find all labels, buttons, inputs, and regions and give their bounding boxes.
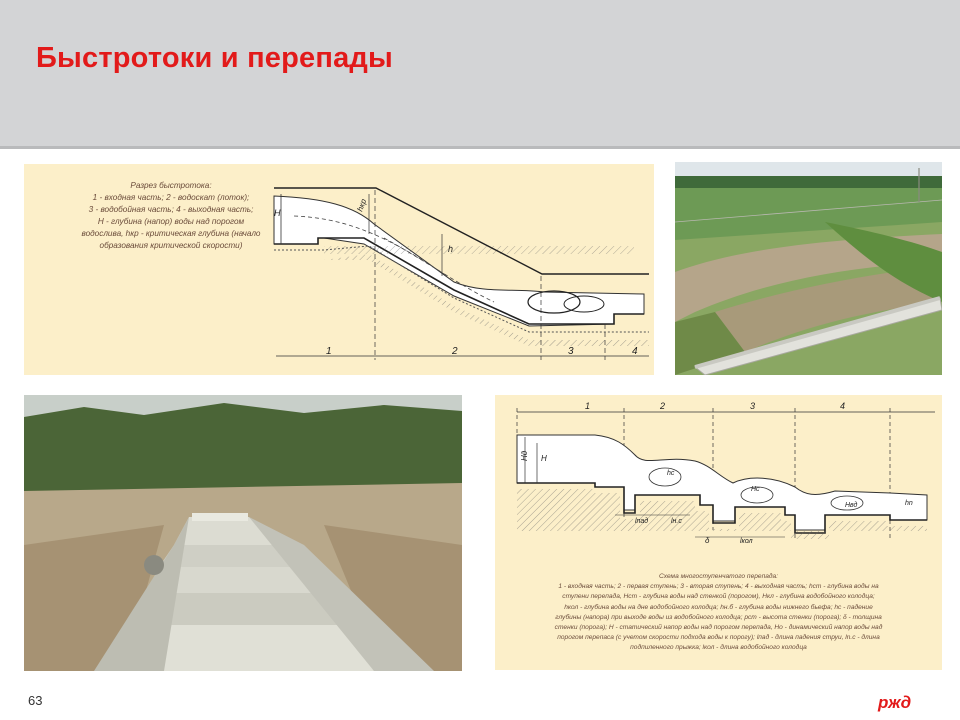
bottom-diagram-caption [505,572,932,654]
caption-line: стенки (порога); H - статический напор воды над порогом перепада, Hо - динамический напор воды над [554,624,883,632]
chute-field-photo [675,162,942,375]
label-hkr: hкр [355,197,369,213]
caption-line: hкол - глубина воды на дне водобойного колодца; hн.б - глубина воды нижнего бьефа; hc - падение [564,603,873,611]
label-Hvd: Hвд [845,502,858,509]
label-delta: δ [705,536,710,545]
caption-line: ступени перепада, Hст - глубина воды над стенкой (порогом), Hкл - глубина водобойного колодца; [562,593,875,601]
slide-title: Быстротоки и перепады [36,42,393,74]
section-3-label: 3 [750,401,756,411]
section-1-label: 1 [585,401,591,411]
section-2-label: 2 [452,346,458,357]
caption-line: Разрез быстротока: [130,181,212,190]
stepped-drop-photo [24,395,462,671]
caption-line: 1 - входная часть; 2 - первая ступень; 3 - вторая ступень; 4 - выходная часть; hст - глубина воды на [558,583,879,591]
caption-line: порогом перепаса (с учетом скорости подхода воды к порогу); lпад - длина падения струи, ln.c - длина [557,634,880,642]
svg-text:ржд: ржд [878,693,912,712]
caption-line: глубины (напора) при выходе воды из водобойного колодца; pст - высота стенки (порога); δ - толщина [555,613,882,621]
label-lpad: lпад [635,518,649,525]
section-1-label: 1 [326,346,332,357]
caption-line: водослива, hкр - критическая глубина (начало [81,229,261,238]
label-hc: hс [667,470,675,477]
caption-line: подпиленного прыжка; lкол - длина водобойного колодца [630,644,807,652]
caption-line: H - глубина (напор) воды над порогом [97,217,245,226]
label-h: h [448,244,454,254]
caption-line: образования критической скорости) [99,241,243,250]
spillway-section-diagram [24,164,654,375]
label-lvol: lкол [740,538,753,545]
caption-line: 1 - входная часть; 2 - водоскат (лоток); [92,193,250,202]
section-3-label: 3 [568,346,574,357]
rzd-logo [876,690,926,714]
caption-line: Схема многоступенчатого перепада: [658,573,779,580]
label-H: H [274,208,281,218]
page-number: 63 [28,693,43,708]
label-lnc: lн.с [671,518,682,525]
label-Hd: Hд [520,450,529,461]
label-H: H [541,454,547,463]
section-2-label: 2 [660,401,666,411]
top-diagram-caption [76,180,266,252]
header-divider [0,146,960,149]
multistep-drop-diagram [495,395,942,670]
label-Hc: Hс [751,486,760,493]
caption-line: 3 - водобойная часть; 4 - выходная часть; [88,205,254,214]
label-hn: hn [905,500,913,507]
section-4-label: 4 [632,346,638,357]
section-4-label: 4 [840,401,846,411]
